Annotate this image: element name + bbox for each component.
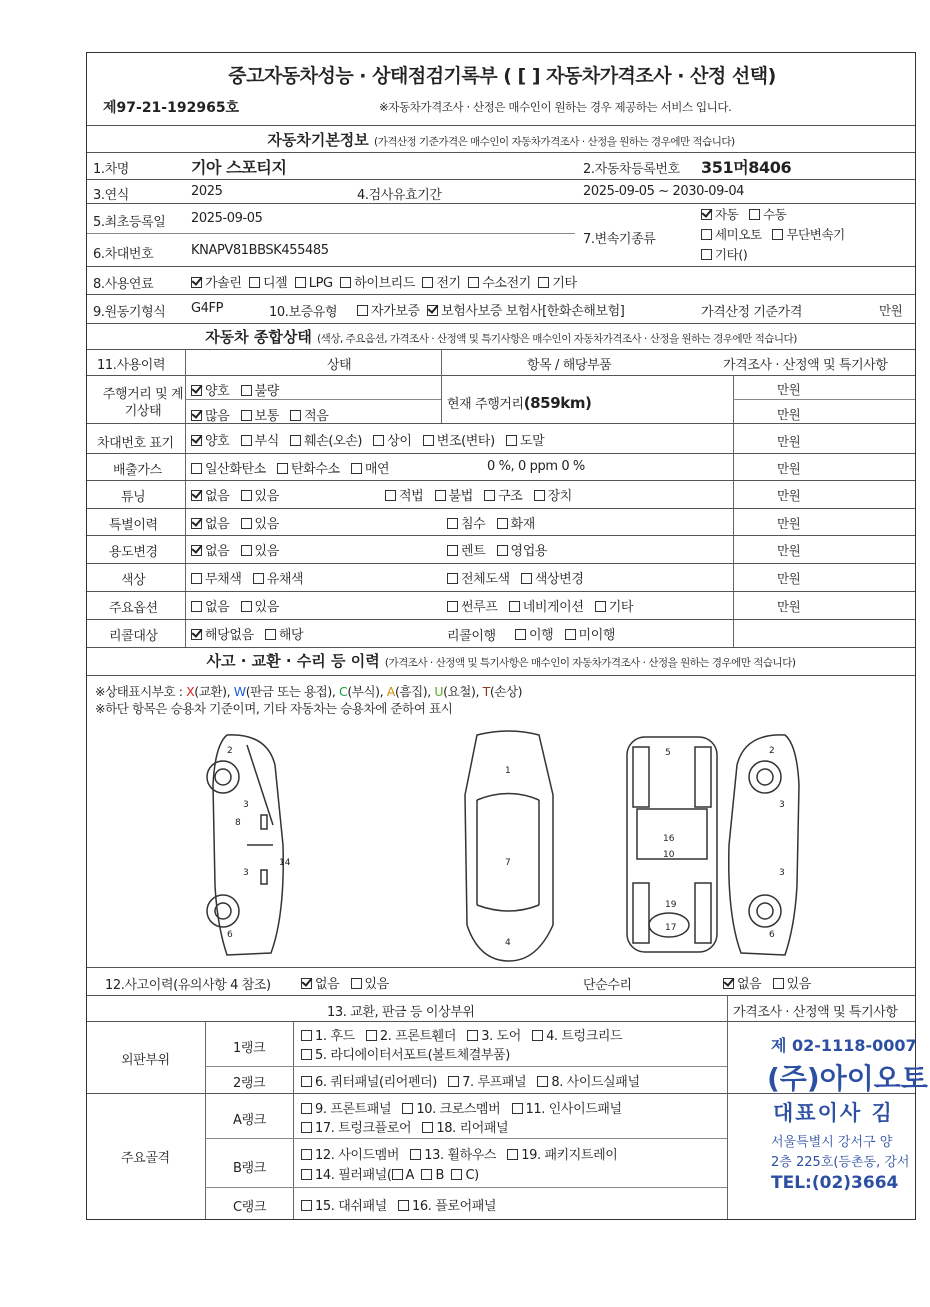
vin-value: KNAPV81BBSK455485	[191, 243, 329, 258]
vin-label: 6.차대번호	[93, 247, 154, 262]
divider	[87, 125, 915, 126]
col-state: 상태	[327, 358, 352, 373]
tuning-label: 튜닝	[121, 490, 146, 505]
car-name-label: 1.차명	[93, 162, 129, 177]
options-label: 주요옵션	[109, 601, 158, 616]
emission-label: 배출가스	[113, 463, 162, 478]
stamp-reg-no: 제 02-1118-0007	[771, 1036, 917, 1055]
transmission-options: 자동 수동	[701, 205, 786, 223]
checkbox[interactable]	[701, 249, 712, 260]
accident-heading: 사고 · 교환 · 수리 등 이력 (가격조사 · 산정액 및 특기사항은 매수인이 자동차가격조사 · 산정을 원하는 경우에만 적습니다)	[206, 652, 796, 670]
stamp-tel: TEL:(02)3664	[771, 1173, 899, 1193]
form-title: 중고자동차성능 · 상태점검기록부 ( [ ] 자동차가격조사 · 산정 선택)	[228, 65, 776, 87]
status-legend: ※상태표시부호 : X(교환), W(판금 또는 용접), C(부식), A(흠집), U(요철), T(손상)	[95, 684, 523, 699]
svg-text:8: 8	[235, 818, 241, 828]
mileage-text: 현재 주행거리(859km)	[447, 394, 592, 412]
inspection-form: 중고자동차성능 · 상태점검기록부 ( [ ] 자동차가격조사 · 산정 선택) 제97-21-192965호 ※자동차가격조사 · 산정은 매수인이 원하는 경우 제공하는 서비스 입니다. 자동차기본정보 (가격산정 기준가격은 매수인이 자동차가격조사 · 산정을 원하는 경우에만 적습니다) 1.차명 기아 스포티지 2.자동차등록번호 351머8406 3.연식 2025 4.검사유효기간 2025-09-05 ~ 2030-09-04 5.최초등록일 2025-09-05 6.차대번호 KNAPV81BBSK455485 7.변속기종류 자동 수동 세미오토 무단변속기 기타() 8.사용연료 가솔린 디젤 LPG 하이브리드 전기 수소전기 기타 9.원동기형식 G4FP 10.보증유형 자가보증 보험사보증 보험사[한화손해보험] 가격산정 기준가격 만원 자동차 종합상태 (색상, 주요옵션, 가격조사 · 산정액 및 특기사항은 매수인이 자동차가격조사 · 산정을 원하는 경우에만 적습니다) 11.사용이력 상태 항목 / 해당부품 가격조사 · 산정액 및 특기사항 주행거리 및 계기상태 양호 불량 많음 보통 적음 현재 주행거리(859km) 만원 만원 차대번호 표기 양호 부식 훼손(오손) 상이 변조(변타) 도말 만원 배출가스 일산화탄소 탄화수소 매연 0 %, 0 ppm 0 % 만원 튜닝 없음 있음 적법 불법 구조 장치 만원 특별이력 없음 있음 침수 화재 만원 용도변경 없음 있음 렌트 영업용 만원 색상 무채색 유채색 전체도색 색상변경 만원 주요옵션 없음 있음 썬루프 네비게이션 기타 만원 리콜대상 해당없음 해당 리콜이행 이행 미이행 사고 · 교환 · 수리 등 이력 (가격조사 · 산정액 및 특기사항은 매수인이 자동차가격조사 · 산정을 원하는 경우에만 적습니다) ※상태표시부호 : X(교환), W(판금 또는 용접), C(부식), A(흠집), U(요철), T(손상) ※하단 항목은 승용차 기준이며, 기타 자동차는 승용차에 준하여 표시 3 3 2 6 8 14 1 7 4 5 10 16 17 19 3 3 2 6 12.사고이력(유의사항 4 참조) 없음 있음 단순수리 없음 있음 13. 교환, 판금 등 이상부위 가격조사 · 산정액 및 특기사항 외판부위 주요골격 1랭크 1. 후드 2. 프론트휀더 3. 도어 4. 트렁크리드 5. 라디에이터서포트(볼트체결부품) 2랭크 6. 쿼터패널(리어펜더) 7. 루프패널 8. 사이드실패널 A랭크 9. 프론트패널 10. 크로스멤버 11. 인사이드패널 17. 트렁크플로어 18. 리어패널 B랭크 12. 사이드멤버 13. 휠하우스 19. 패키지트레이 14. 필러패널( A B C) C랭크 15. 대쉬패널 16. 플로어패널 제 02-1118-0007 (주)아이오토 대표이사 김 서울특별시 강서구 양 2층 225호(등촌동, 강서 TEL:(02)3664	[86, 52, 916, 1220]
col-price: 가격조사 · 산정액 및 특기사항	[723, 358, 888, 373]
standard-note: ※하단 항목은 승용차 기준이며, 기타 자동차는 승용차에 준하여 표시	[95, 701, 453, 716]
checkbox[interactable]	[701, 229, 712, 240]
svg-text:3: 3	[779, 800, 785, 810]
simple-repair-label: 단순수리	[583, 978, 632, 993]
svg-text:3: 3	[243, 800, 249, 810]
col-item: 항목 / 해당부품	[527, 358, 612, 373]
parts-price-heading: 가격조사 · 산정액 및 특기사항	[733, 1005, 898, 1020]
mileage-label: 주행거리 및 계기상태	[102, 387, 184, 419]
first-reg-value: 2025-09-05	[191, 211, 263, 226]
car-diagram	[187, 725, 807, 963]
recall-label: 리콜대상	[109, 629, 158, 644]
checkbox[interactable]	[749, 209, 760, 220]
stamp-company: (주)아이오토	[767, 1062, 928, 1095]
special-label: 특별이력	[109, 518, 158, 533]
car-name-value: 기아 스포티지	[191, 158, 287, 177]
svg-text:1: 1	[505, 766, 511, 776]
fuel-options: 가솔린 디젤 LPG 하이브리드 전기 수소전기 기타	[191, 272, 577, 291]
svg-text:10: 10	[663, 850, 675, 860]
stamp-ceo: 대표이사 김	[773, 1101, 894, 1125]
stamp-address-2: 2층 225호(등촌동, 강서	[771, 1155, 910, 1170]
svg-text:2: 2	[227, 746, 233, 756]
svg-text:2: 2	[769, 746, 775, 756]
svg-text:7: 7	[505, 858, 511, 868]
svg-text:16: 16	[663, 834, 675, 844]
warranty-options: 자가보증 보험사보증 보험사[한화손해보험]	[357, 300, 624, 319]
inspection-value: 2025-09-05 ~ 2030-09-04	[583, 184, 745, 199]
reg-no-label: 2.자동차등록번호	[583, 162, 680, 177]
first-reg-label: 5.최초등록일	[93, 215, 166, 230]
svg-text:19: 19	[665, 900, 677, 910]
color-label: 색상	[121, 573, 146, 588]
service-note: ※자동차가격조사 · 산정은 매수인이 원하는 경우 제공하는 서비스 입니다.	[379, 100, 732, 114]
svg-text:17: 17	[665, 923, 677, 933]
year-label: 3.연식	[93, 188, 129, 203]
svg-text:6: 6	[769, 930, 775, 940]
engine-label: 9.원동기형식	[93, 305, 166, 320]
car-right-side	[729, 735, 799, 955]
accident-history-label: 12.사고이력(유의사항 4 참조)	[105, 978, 271, 993]
vin-mark-label: 차대번호 표기	[97, 436, 174, 451]
parts-heading: 13. 교환, 판금 등 이상부위	[327, 1005, 475, 1020]
inspection-label: 4.검사유효기간	[357, 188, 442, 203]
engine-value: G4FP	[191, 301, 224, 316]
svg-text:3: 3	[243, 868, 249, 878]
checkbox-checked[interactable]	[701, 209, 712, 220]
overall-heading: 자동차 종합상태 (색상, 주요옵션, 가격조사 · 산정액 및 특기사항은 매수인이 자동차가격조사 · 산정을 원하는 경우에만 적습니다)	[205, 328, 797, 346]
warranty-label: 10.보증유형	[269, 305, 338, 320]
basic-info-heading: 자동차기본정보 (가격산정 기준가격은 매수인이 자동차가격조사 · 산정을 원하는 경우에만 적습니다)	[267, 131, 735, 149]
year-value: 2025	[191, 184, 223, 199]
reg-no-value: 351머8406	[701, 158, 792, 177]
stamp-address-1: 서울특별시 강서구 양	[771, 1135, 893, 1150]
price-base-label: 가격산정 기준가격	[701, 305, 802, 320]
emission-values: 0 %, 0 ppm 0 %	[487, 459, 585, 474]
fuel-label: 8.사용연료	[93, 277, 154, 292]
car-frame-view	[627, 737, 717, 952]
usage-label: 용도변경	[109, 545, 158, 560]
svg-text:14: 14	[279, 858, 291, 868]
svg-text:3: 3	[779, 868, 785, 878]
svg-text:4: 4	[505, 938, 511, 948]
main-frame-label: 주요골격	[121, 1151, 170, 1166]
col-history: 11.사용이력	[97, 358, 166, 373]
document-number: 제97-21-192965호	[103, 100, 240, 116]
price-unit: 만원	[879, 303, 903, 318]
checkbox[interactable]	[772, 229, 783, 240]
outer-panel-label: 외판부위	[121, 1053, 170, 1068]
svg-text:5: 5	[665, 748, 671, 758]
svg-text:6: 6	[227, 930, 233, 940]
transmission-label: 7.변속기종류	[583, 232, 656, 247]
